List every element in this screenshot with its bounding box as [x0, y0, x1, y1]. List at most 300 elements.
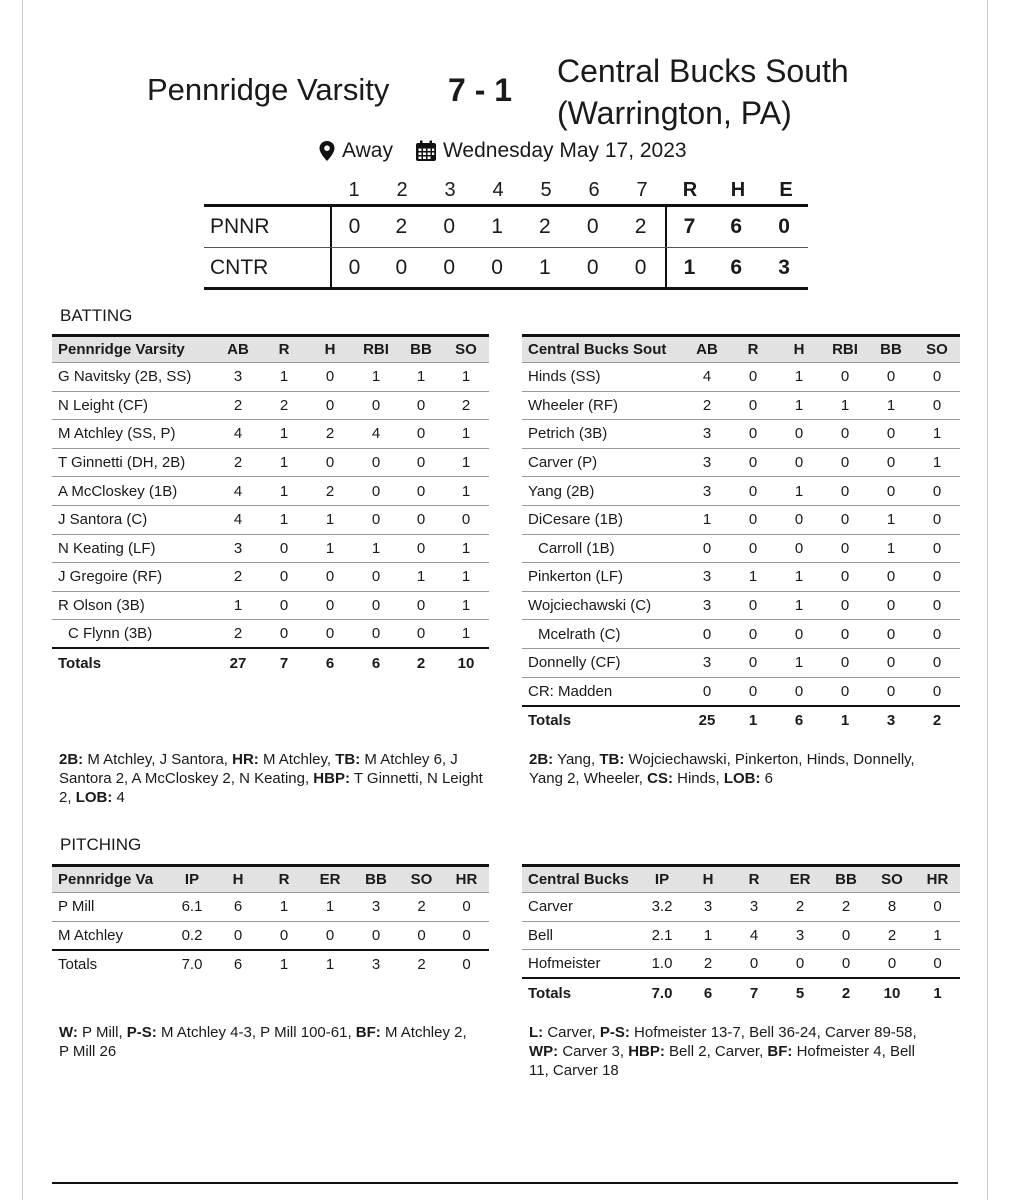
table-row — [522, 420, 960, 449]
stat-cell: 6 — [215, 893, 261, 922]
note-value: Hofmeister 4, Bell 11, Carver 18 — [529, 1043, 915, 1079]
stat-cell: 0 — [443, 505, 489, 534]
note-value: T Ginnetti, N Leight 2, — [59, 770, 483, 806]
totals-cell: 1 — [933, 984, 942, 1002]
player-name: J Gregoire (RF) — [52, 563, 215, 592]
stat-cell: 3.2 — [639, 893, 685, 922]
player-name: Donnelly (CF) — [522, 648, 684, 677]
note-key: HR: — [232, 751, 259, 768]
player-name: R Olson (3B) — [52, 591, 215, 620]
stat-cell: 1 — [443, 591, 489, 620]
totals-cell: 6 — [233, 955, 243, 973]
stat-cell: 0 — [353, 477, 399, 506]
stat-cell: 2 — [777, 893, 823, 922]
totals-cell: 2 — [932, 711, 942, 729]
table-row — [522, 391, 960, 420]
player-name: G Navitsky (2B, SS) — [52, 363, 215, 392]
stat-cell: 1 — [307, 505, 353, 534]
totals-cell: 6 — [325, 654, 335, 672]
stat-cell: 0 — [730, 420, 776, 449]
stat-cell: 1 — [353, 534, 399, 563]
stat-cell: 0 — [684, 677, 730, 706]
stat-cell: 1 — [261, 505, 307, 534]
table-row — [52, 448, 489, 477]
table-row — [522, 448, 960, 477]
linescore — [204, 204, 808, 290]
away-team-line2: (Warrington, PA) — [557, 95, 792, 131]
rhe-value: 1 — [665, 248, 713, 288]
note-key: P-S: — [599, 1024, 630, 1041]
rhe-header: R — [682, 179, 698, 201]
column-header: RBI — [353, 336, 399, 363]
player-name: CR: Madden — [522, 677, 684, 706]
stat-cell: 1 — [868, 534, 914, 563]
bottom-divider — [52, 1182, 958, 1184]
note-value: 6 — [760, 770, 774, 787]
totals-cell: 1 — [325, 955, 335, 973]
stat-cell: 0 — [868, 363, 914, 392]
table-row — [52, 921, 489, 950]
stat-cell: 0 — [914, 648, 960, 677]
totals-cell: 5 — [795, 984, 805, 1002]
pitching-table-home — [52, 864, 489, 978]
stat-cell: 6.1 — [169, 893, 215, 922]
stat-cell: 0 — [822, 677, 868, 706]
stat-cell: 0 — [868, 677, 914, 706]
totals-cell: 2 — [416, 654, 426, 672]
table-row — [52, 505, 489, 534]
linescore-team: PNNR — [210, 215, 270, 238]
player-name: M Atchley — [52, 921, 169, 950]
column-header: ER — [777, 866, 823, 893]
note-key: W: — [59, 1024, 78, 1041]
stat-cell: 0 — [776, 620, 822, 649]
stat-cell: 0 — [731, 950, 777, 979]
totals-label: Totals — [528, 711, 572, 729]
totals-cell: 6 — [794, 711, 804, 729]
column-header: SO — [443, 336, 489, 363]
pitching-notes-away — [529, 1023, 929, 1080]
note-key: HBP: — [313, 770, 350, 787]
column-header: IP — [639, 866, 685, 893]
stat-cell: 0 — [307, 921, 353, 950]
totals-cell: 6 — [703, 984, 713, 1002]
inning-score: 1 — [491, 215, 503, 238]
stat-cell: 0 — [399, 448, 443, 477]
stat-cell: 4 — [215, 477, 261, 506]
stat-cell: 1 — [914, 420, 960, 449]
stat-cell: 1 — [443, 563, 489, 592]
stat-cell: 0 — [307, 563, 353, 592]
totals-cell: 2 — [841, 984, 851, 1002]
stat-cell: 0 — [399, 391, 443, 420]
stat-cell: 1 — [776, 391, 822, 420]
stat-cell: 2 — [215, 448, 261, 477]
totals-cell: 1 — [840, 711, 850, 729]
stat-cell: 1 — [776, 563, 822, 592]
column-header: HR — [915, 866, 960, 893]
stat-cell: 0 — [868, 448, 914, 477]
note-key: P-S: — [126, 1024, 157, 1041]
stat-cell: 0 — [261, 591, 307, 620]
inning-header: 3 — [444, 179, 456, 201]
player-name: Mcelrath (C) — [522, 620, 684, 649]
player-name: Carver — [522, 893, 639, 922]
rhe-header: E — [779, 179, 793, 201]
linescore-row — [204, 207, 808, 247]
player-name: Petrich (3B) — [522, 420, 684, 449]
stat-cell: 0 — [307, 591, 353, 620]
table-row — [522, 534, 960, 563]
inning-header: 7 — [636, 179, 648, 201]
column-header: ER — [307, 866, 353, 893]
stat-cell: 1 — [307, 893, 353, 922]
totals-cell: 10 — [883, 984, 901, 1002]
stat-cell: 4 — [731, 921, 777, 950]
column-header: BB — [353, 866, 399, 893]
stat-cell: 0 — [868, 563, 914, 592]
stat-cell: 0 — [261, 563, 307, 592]
note-key: WP: — [529, 1043, 559, 1060]
stat-cell: 0 — [823, 950, 869, 979]
stat-cell: 0 — [307, 363, 353, 392]
totals-cell: 1 — [279, 955, 289, 973]
column-header: H — [307, 336, 353, 363]
stat-cell: 1 — [399, 563, 443, 592]
stat-cell: 0 — [399, 420, 443, 449]
rhe-value: 3 — [778, 255, 790, 279]
stat-cell: 0 — [914, 505, 960, 534]
inning-score: 0 — [443, 215, 456, 238]
inning-score: 0 — [586, 215, 599, 238]
totals-cell: 7.0 — [651, 984, 673, 1002]
stat-cell: 0 — [822, 477, 868, 506]
game-meta — [318, 139, 687, 163]
stat-cell: 0 — [869, 950, 915, 979]
stat-cell: 2 — [823, 893, 869, 922]
table-row — [52, 893, 489, 922]
column-header: R — [730, 336, 776, 363]
table-row — [522, 893, 960, 922]
stat-cell: 0 — [822, 648, 868, 677]
table-header-row — [522, 866, 960, 893]
stat-cell: 0 — [915, 893, 960, 922]
inning-header: 2 — [396, 179, 408, 201]
table-row — [522, 591, 960, 620]
stat-cell: 2 — [869, 921, 915, 950]
batting-title: BATTING — [60, 306, 133, 325]
stat-cell: 8 — [869, 893, 915, 922]
stat-cell: 0 — [399, 534, 443, 563]
stat-cell: 2.1 — [639, 921, 685, 950]
stat-cell: 3 — [684, 591, 730, 620]
team-column-header: Central Bucks — [522, 866, 639, 893]
note-value: M Atchley, J Santora, — [83, 751, 233, 768]
batting-notes-home — [59, 750, 489, 807]
stat-cell: 3 — [684, 448, 730, 477]
table-row — [522, 648, 960, 677]
stat-cell: 0 — [730, 648, 776, 677]
player-name: N Leight (CF) — [52, 391, 215, 420]
table-header-row — [52, 336, 489, 363]
stat-cell: 2 — [215, 563, 261, 592]
stat-cell: 0 — [914, 563, 960, 592]
stat-cell: 1 — [730, 563, 776, 592]
stat-cell: 1 — [261, 420, 307, 449]
stat-cell: 0 — [914, 534, 960, 563]
inning-header: 4 — [492, 179, 504, 201]
stat-cell: 1 — [776, 363, 822, 392]
stat-cell: 0 — [353, 591, 399, 620]
table-row — [522, 363, 960, 392]
column-header: R — [731, 866, 777, 893]
rhe-value: 0 — [778, 215, 790, 238]
stat-cell: 1 — [443, 534, 489, 563]
stat-cell: 0 — [399, 477, 443, 506]
column-header: RBI — [822, 336, 868, 363]
stat-cell: 1 — [914, 448, 960, 477]
stat-cell: 0 — [776, 677, 822, 706]
note-value: Hofmeister 13-7, Bell 36-24, Carver 89-58, — [629, 1024, 917, 1041]
stat-cell: 0 — [730, 620, 776, 649]
stat-cell: 1 — [443, 477, 489, 506]
stat-cell: 2 — [261, 391, 307, 420]
totals-cell: 1 — [748, 711, 758, 729]
stat-cell: 0 — [915, 950, 960, 979]
stat-cell: 1 — [443, 363, 489, 392]
totals-label: Totals — [58, 955, 98, 973]
stat-cell: 1 — [868, 505, 914, 534]
totals-row — [52, 648, 489, 677]
batting-table-away — [522, 334, 960, 734]
player-name: Hinds (SS) — [522, 363, 684, 392]
note-key: HBP: — [628, 1043, 665, 1060]
column-header: SO — [399, 866, 444, 893]
inning-header: 1 — [348, 179, 360, 201]
totals-cell: 10 — [457, 654, 475, 672]
table-row — [522, 505, 960, 534]
note-value: P Mill, — [77, 1024, 127, 1041]
rhe-value: 6 — [730, 215, 743, 238]
column-header: AB — [684, 336, 730, 363]
totals-cell: 0 — [462, 955, 471, 973]
player-name: C Flynn (3B) — [52, 620, 215, 649]
team-column-header: Central Bucks Sout — [522, 336, 684, 363]
stat-cell: 3 — [215, 534, 261, 563]
batting-table-home — [52, 334, 489, 677]
stat-cell: 0 — [777, 950, 823, 979]
player-name: Hofmeister — [522, 950, 639, 979]
stat-cell: 0 — [353, 620, 399, 649]
player-name: Yang (2B) — [522, 477, 684, 506]
stat-cell: 4 — [215, 420, 261, 449]
totals-label: Totals — [58, 654, 102, 672]
stat-cell: 0 — [261, 534, 307, 563]
stat-cell: 1 — [215, 591, 261, 620]
stat-cell: 0 — [399, 591, 443, 620]
inning-score: 2 — [539, 215, 551, 238]
table-row — [52, 591, 489, 620]
stat-cell: 2 — [685, 950, 731, 979]
stat-cell: 0.2 — [169, 921, 215, 950]
column-header: IP — [169, 866, 215, 893]
stat-cell: 0 — [823, 921, 869, 950]
stat-cell: 4 — [215, 505, 261, 534]
stat-cell: 1 — [399, 363, 443, 392]
stat-cell: 0 — [307, 620, 353, 649]
table-header-row — [522, 336, 960, 363]
inning-score: 0 — [330, 207, 378, 247]
stat-cell: 2 — [684, 391, 730, 420]
stat-cell: 0 — [730, 534, 776, 563]
final-score: 7 - 1 — [448, 72, 513, 108]
stat-cell: 1 — [307, 534, 353, 563]
table-row — [522, 677, 960, 706]
away-team-line1: Central Bucks South — [557, 53, 849, 89]
pitching-title: PITCHING — [60, 835, 142, 854]
inning-score: 1 — [539, 255, 551, 279]
stat-cell: 0 — [261, 921, 307, 950]
stat-cell: 3 — [685, 893, 731, 922]
stat-cell: 0 — [730, 477, 776, 506]
stat-cell: 0 — [914, 620, 960, 649]
linescore-header — [330, 179, 810, 202]
table-header-row — [52, 866, 489, 893]
stat-cell: 0 — [776, 420, 822, 449]
stat-cell: 0 — [822, 591, 868, 620]
note-value: M Atchley 2, P Mill 26 — [59, 1024, 467, 1060]
stat-cell: 0 — [822, 448, 868, 477]
stat-cell: 3 — [731, 893, 777, 922]
note-key: TB: — [335, 751, 361, 768]
table-row — [522, 563, 960, 592]
totals-row — [522, 706, 960, 735]
stat-cell: 0 — [399, 505, 443, 534]
stat-cell: 1.0 — [639, 950, 685, 979]
stat-cell: 1 — [261, 477, 307, 506]
stat-cell: 0 — [353, 921, 399, 950]
rhe-header: H — [730, 179, 746, 201]
inning-score: 0 — [491, 255, 503, 279]
stat-cell: 0 — [822, 420, 868, 449]
stat-cell: 0 — [444, 893, 489, 922]
totals-cell: 7 — [279, 654, 289, 672]
column-header: R — [261, 866, 307, 893]
column-header: H — [776, 336, 822, 363]
stat-cell: 1 — [261, 893, 307, 922]
column-header: BB — [868, 336, 914, 363]
stat-cell: 1 — [868, 391, 914, 420]
stat-cell: 4 — [353, 420, 399, 449]
note-value: 4 — [112, 789, 125, 806]
stat-cell: 0 — [914, 391, 960, 420]
player-name: Bell — [522, 921, 639, 950]
stat-cell: 0 — [307, 448, 353, 477]
team-column-header: Pennridge Va — [52, 866, 169, 893]
stat-cell: 0 — [868, 620, 914, 649]
column-header: R — [261, 336, 307, 363]
rhe-value: 7 — [665, 207, 713, 247]
stat-cell: 0 — [776, 505, 822, 534]
totals-cell: 25 — [698, 711, 716, 729]
stat-cell: 0 — [730, 677, 776, 706]
stat-cell: 1 — [684, 505, 730, 534]
stat-cell: 0 — [868, 648, 914, 677]
stat-cell: 2 — [215, 620, 261, 649]
stat-cell: 1 — [776, 591, 822, 620]
totals-cell: 2 — [417, 955, 426, 973]
inning-score: 0 — [395, 255, 408, 279]
stat-cell: 3 — [684, 477, 730, 506]
note-value: Carver 3, — [558, 1043, 629, 1060]
stat-cell: 0 — [730, 448, 776, 477]
stat-cell: 0 — [868, 477, 914, 506]
inning-score: 0 — [443, 255, 456, 279]
note-value: Yang, — [553, 751, 600, 768]
column-header: H — [685, 866, 731, 893]
inning-score: 0 — [330, 248, 378, 288]
stat-cell: 1 — [685, 921, 731, 950]
player-name: P Mill — [52, 893, 169, 922]
stat-cell: 1 — [261, 448, 307, 477]
column-header: H — [215, 866, 261, 893]
stat-cell: 0 — [399, 620, 443, 649]
table-row — [52, 363, 489, 392]
stat-cell: 0 — [730, 591, 776, 620]
stat-cell: 2 — [307, 477, 353, 506]
totals-cell: 6 — [371, 654, 381, 672]
column-header: BB — [823, 866, 869, 893]
table-row — [522, 950, 960, 979]
pitching-table-away — [522, 864, 960, 1007]
stat-cell: 0 — [353, 448, 399, 477]
stat-cell: 0 — [730, 391, 776, 420]
stat-cell: 0 — [353, 505, 399, 534]
player-name: T Ginnetti (DH, 2B) — [52, 448, 215, 477]
stat-cell: 0 — [215, 921, 261, 950]
table-row — [522, 620, 960, 649]
rhe-value: 6 — [730, 255, 743, 279]
player-name: Carroll (1B) — [522, 534, 684, 563]
stat-cell: 0 — [307, 391, 353, 420]
stat-cell: 2 — [443, 391, 489, 420]
linescore-row — [204, 247, 808, 287]
pitching-notes-home — [59, 1023, 469, 1061]
note-value: Carver, — [543, 1024, 600, 1041]
note-value: M Atchley 6, J Santora 2, A McCloskey 2, N Keating, — [59, 751, 458, 787]
stat-cell: 0 — [353, 563, 399, 592]
player-name: A McCloskey (1B) — [52, 477, 215, 506]
table-row — [52, 420, 489, 449]
table-row — [52, 534, 489, 563]
home-team-name: Pennridge Varsity — [147, 72, 390, 107]
inning-header: 5 — [540, 179, 552, 201]
stat-cell: 1 — [353, 363, 399, 392]
stat-cell: 0 — [444, 921, 489, 950]
stat-cell: 2 — [307, 420, 353, 449]
stat-cell: 1 — [776, 648, 822, 677]
note-key: TB: — [599, 751, 625, 768]
player-name: Pinkerton (LF) — [522, 563, 684, 592]
stat-cell: 0 — [684, 534, 730, 563]
inning-score: 2 — [634, 215, 647, 238]
table-row — [52, 391, 489, 420]
stat-cell: 0 — [914, 591, 960, 620]
away-team-name — [557, 50, 917, 134]
note-value: M Atchley, — [258, 751, 336, 768]
inning-score: 0 — [586, 255, 599, 279]
stat-cell: 1 — [261, 363, 307, 392]
